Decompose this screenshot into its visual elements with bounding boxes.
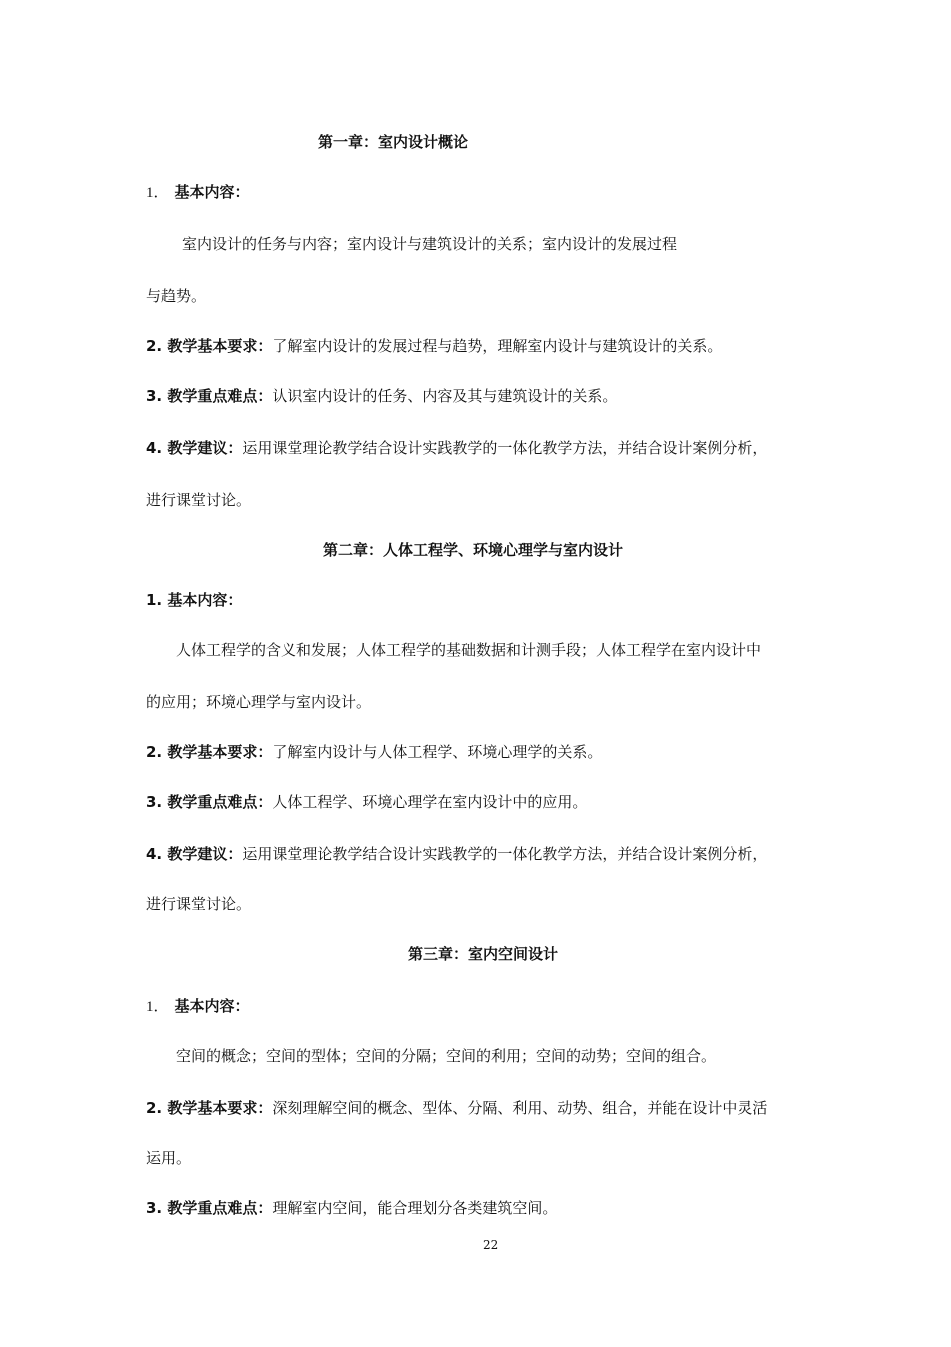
- ch2-item-4: [146, 844, 767, 864]
- chapter-3-title: 第三章：室内空间设计: [408, 945, 559, 963]
- chapter-2-title: 第二章：人体工程学、环境心理学与室内设计: [323, 541, 624, 559]
- ch1-item-1: [146, 182, 250, 203]
- item-label: 2. 教学基本要求：: [146, 743, 273, 761]
- ch3-item-1: [146, 996, 250, 1017]
- ch1-item-4-text-line-2: 进行课堂讨论。: [146, 491, 252, 509]
- item-label: 基本内容：: [174, 183, 250, 201]
- item-label: 4. 教学建议：: [146, 845, 243, 863]
- ch2-item-1-text-line-2: 的应用；环境心理学与室内设计。: [146, 693, 372, 711]
- item-text: 了解室内设计与人体工程学、环境心理学的关系。: [272, 743, 603, 761]
- chapter-1-title: 第一章：室内设计概论: [318, 133, 469, 151]
- ch1-item-2: [146, 336, 722, 356]
- item-text: 运用课堂理论教学结合设计实践教学的一体化教学方法，并结合设计案例分析，: [242, 845, 768, 863]
- item-number: 1．: [146, 999, 169, 1015]
- ch1-item-4: [146, 438, 767, 458]
- item-text: 认识室内设计的任务、内容及其与建筑设计的关系。: [272, 387, 618, 405]
- ch3-item-1-text: 空间的概念；空间的型体；空间的分隔；空间的利用；空间的动势；空间的组合。: [176, 1047, 717, 1065]
- ch2-item-2: [146, 742, 602, 762]
- item-label: 4. 教学建议：: [146, 439, 243, 457]
- item-label: 3. 教学重点难点：: [146, 793, 273, 811]
- item-text: 人体工程学、环境心理学在室内设计中的应用。: [272, 793, 588, 811]
- ch1-item-3: [146, 386, 617, 406]
- page-number: 22: [483, 1238, 499, 1252]
- ch2-item-1-text-line-1: 人体工程学的含义和发展；人体工程学的基础数据和计测手段；人体工程学在室内设计中: [176, 641, 762, 659]
- ch3-item-3: [146, 1198, 557, 1218]
- item-label: 2. 教学基本要求：: [146, 337, 273, 355]
- item-label: 基本内容：: [174, 997, 250, 1015]
- ch2-item-1: 1. 基本内容：: [146, 591, 243, 609]
- item-text: 深刻理解空间的概念、型体、分隔、利用、动势、组合，并能在设计中灵活: [272, 1099, 768, 1117]
- ch2-item-3: [146, 792, 587, 812]
- ch2-item-4-text-line-2: 进行课堂讨论。: [146, 895, 252, 913]
- item-label: 3. 教学重点难点：: [146, 1199, 273, 1217]
- item-label: 3. 教学重点难点：: [146, 387, 273, 405]
- item-number: 1．: [146, 185, 169, 201]
- ch1-item-1-text-line-1: 室内设计的任务与内容；室内设计与建筑设计的关系；室内设计的发展过程: [182, 235, 678, 253]
- item-label: 2. 教学基本要求：: [146, 1099, 273, 1117]
- item-text: 理解室内空间，能合理划分各类建筑空间。: [272, 1199, 558, 1217]
- item-text: 运用课堂理论教学结合设计实践教学的一体化教学方法，并结合设计案例分析，: [242, 439, 768, 457]
- item-text: 了解室内设计的发展过程与趋势，理解室内设计与建筑设计的关系。: [272, 337, 723, 355]
- ch1-item-1-text-line-2: 与趋势。: [146, 287, 207, 305]
- ch3-item-2: [146, 1098, 767, 1118]
- ch3-item-2-text-line-2: 运用。: [146, 1149, 192, 1167]
